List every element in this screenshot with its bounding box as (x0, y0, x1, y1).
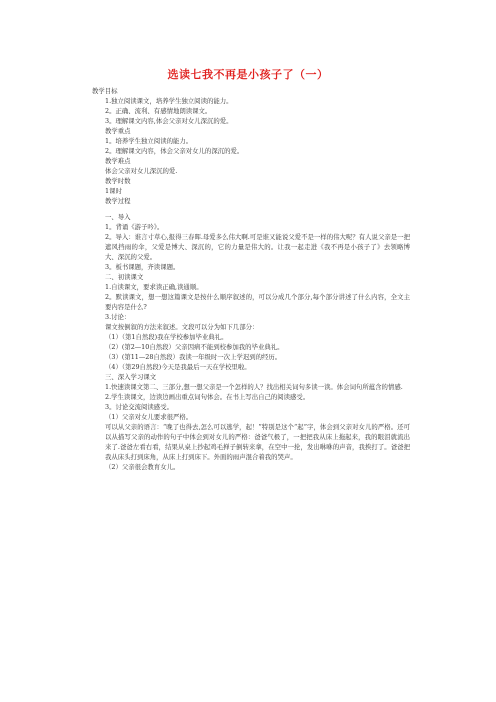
goal-item: 3。理解课文内容,体会父亲对女儿深沉的爱。 (105, 117, 233, 125)
paragraph: （2）父亲很会教育女儿。 (105, 463, 180, 471)
part-item: （4）（第29自然段)今天是我最后一天在学校里啦。 (105, 363, 251, 371)
part-item: （1）（第1自然段)我在学校参加毕业典礼。 (105, 333, 228, 341)
goal-item: 1.独立阅读课文，培养学生独立阅读的能力。 (105, 97, 233, 105)
paragraph: 3.讨论： (105, 313, 131, 321)
key-header: 教学重点 (105, 127, 131, 135)
paragraph: 3。板书课题，齐读课题。 (105, 263, 180, 271)
section-heading: 三、深入学习课文 (105, 373, 157, 381)
paragraph: 1.自读课文，要求读正确,读通顺。 (105, 283, 203, 291)
paragraph: 1。背诵《游子吟》。 (105, 223, 164, 231)
part-item: （2）(第2—10自然段）父亲因病不能到校参加我的毕业典礼。 (105, 343, 284, 351)
difficulty-text: 体会父亲对女儿深沉的爱. (105, 167, 178, 175)
process-header: 教学过程 (105, 197, 131, 205)
key-item: 1。培养学生独立阅读的能力。 (105, 137, 193, 145)
section-heading: 二、初读课文 (105, 273, 144, 281)
goal-item: 2。正确、流利、有感情地朗读课文。 (105, 107, 212, 115)
paragraph: 2。默读课文，想一想这篇课文是按什么顺序叙述的，可以分成几个部分,每个部分讲述了什么内容，全文主要内容是什么? (105, 293, 410, 311)
paragraph: 2。导入：谁言寸草心,报得三春晖.母爱多么伟大啊.可是谁又能说父爱不是一样的伟大呢？有人说父亲是一把遮风挡雨的伞，父爱是博大、深沉的，它的力量是伟大的。让我一起走进《我不再是小孩子了》去领略博大、深沉的父爱。 (105, 233, 410, 261)
section-heading: 一、导入 (105, 213, 131, 221)
key-item: 2。理解课文内容，体会父亲对女儿的深沉的爱。 (105, 147, 244, 155)
paragraph: 1.快速读课文第二、三部分,想一想父亲是一个怎样的人？找出相关词句多读一读。体会词句所蕴含的情感. (105, 383, 403, 391)
hours-header: 教学时数 (105, 177, 131, 185)
part-item: （3）(第11—28自然段）我读一年级时一次上学迟到的经历。 (105, 353, 282, 361)
paragraph: 可以从父亲的语言：“晚了也得去,怎么可以逃学，起！”特别是这个“起”字，体会到父亲对女儿的严格。还可以从描写父亲的动作的句子中体会到对女儿的严格：爸爸气极了，一把把我从床上拖起来，我的眼泪就流出来了.爸爸左看右看，结果从桌上抄起鸡毛掸子倒转来拿，在空中一抡，发出咻咻的声音，我挨打了。爸爸把我从床头打到床角，从床上打到床下。外面的雨声混合着我的哭声。 (105, 423, 410, 461)
paragraph: 2.学生读课文，边读边画出重点词句体会。在书上写出自己的阅读感受。 (105, 393, 310, 401)
hours-text: 1课时 (105, 187, 122, 195)
document-title: 选读七我不再是小孩子了（一） (167, 68, 329, 81)
document-body (92, 86, 410, 472)
paragraph: （1）父亲对女儿要求很严格。 (105, 413, 193, 421)
difficulty-header: 教学难点 (105, 157, 131, 165)
paragraph: 课文按倒叙的方法来叙述。文段可以分为如下几部分： (105, 323, 259, 331)
paragraph: 3。讨论交流阅读感受。 (105, 403, 173, 411)
goal-header: 教学目标 (92, 87, 118, 95)
